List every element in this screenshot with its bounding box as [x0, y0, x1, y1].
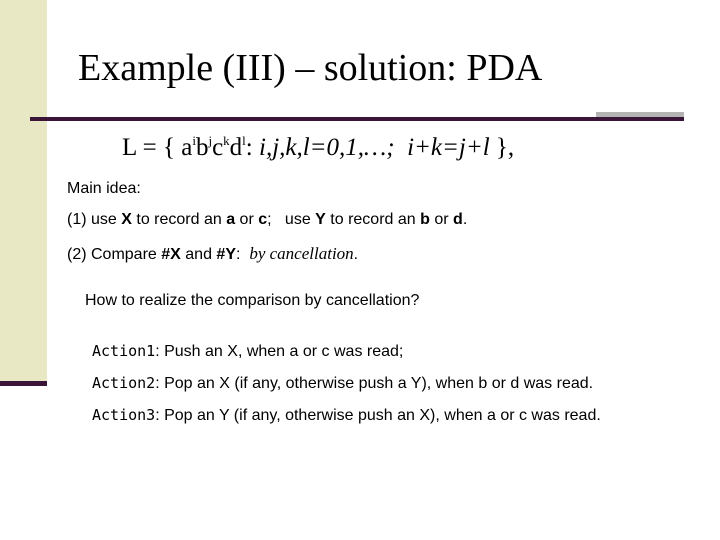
cancellation-method: by cancellation: [249, 244, 354, 263]
symbol-d-bold: d: [453, 211, 463, 228]
slide-title: Example (III) – solution: PDA: [78, 47, 543, 89]
action-3-name: Action3: [92, 406, 156, 424]
language-definition: [122, 134, 514, 162]
symbol-d: d: [229, 134, 243, 161]
exponent-l: l: [242, 133, 246, 148]
action-1-text: : Push an X, when a or c was read;: [155, 343, 404, 360]
symbol-a: a: [181, 134, 193, 161]
point2-end: .: [353, 246, 359, 263]
symbol-y: Y: [315, 211, 326, 228]
language-prefix: L = {: [122, 134, 182, 161]
main-idea-point-2: [67, 244, 358, 264]
exponent-j: j: [208, 133, 213, 148]
action-2: [92, 374, 593, 393]
language-variables: i,j,k,l=0,1,…;: [259, 134, 395, 161]
main-idea-point-1: [67, 211, 467, 229]
action-1-name: Action1: [92, 342, 156, 360]
language-condition: i+k=j+l: [407, 134, 490, 161]
action-3: [92, 406, 601, 425]
point1-text-2: ; use: [267, 211, 316, 228]
symbol-x: X: [121, 211, 132, 228]
symbol-c-bold: c: [258, 211, 268, 228]
point2-and: and: [180, 246, 217, 263]
symbol-c: c: [212, 134, 224, 161]
point1-prefix: (1) use: [67, 211, 122, 228]
action-2-name: Action2: [92, 374, 156, 392]
side-decoration-band: [0, 0, 47, 383]
language-colon: :: [245, 134, 259, 161]
count-y: #Y: [216, 246, 236, 263]
point1-text-1: to record an: [131, 211, 227, 228]
exponent-k: k: [223, 133, 230, 148]
side-decoration-rule: [0, 381, 47, 386]
symbol-b: b: [195, 134, 209, 161]
language-suffix: },: [489, 134, 515, 161]
language-separator: [395, 134, 408, 161]
point1-or-2: or: [429, 211, 454, 228]
point2-prefix: (2) Compare: [67, 246, 162, 263]
point2-colon: :: [236, 246, 250, 263]
action-1: [92, 342, 403, 361]
cancellation-question: How to realize the comparison by cancellation?: [85, 292, 420, 309]
symbol-b-bold: b: [420, 211, 430, 228]
main-idea-heading: Main idea:: [67, 180, 141, 197]
count-x: #X: [161, 246, 181, 263]
point1-text-3: to record an: [325, 211, 421, 228]
symbol-a-bold: a: [226, 211, 236, 228]
action-2-text: : Pop an X (if any, otherwise push a Y), when b or d was read.: [155, 375, 594, 392]
exponent-i: i: [192, 133, 196, 148]
action-3-text: : Pop an Y (if any, otherwise push an X), when a or c was read.: [155, 407, 601, 424]
point1-end: .: [462, 211, 468, 228]
point1-or-1: or: [235, 211, 259, 228]
title-underline-rule: [30, 117, 684, 121]
